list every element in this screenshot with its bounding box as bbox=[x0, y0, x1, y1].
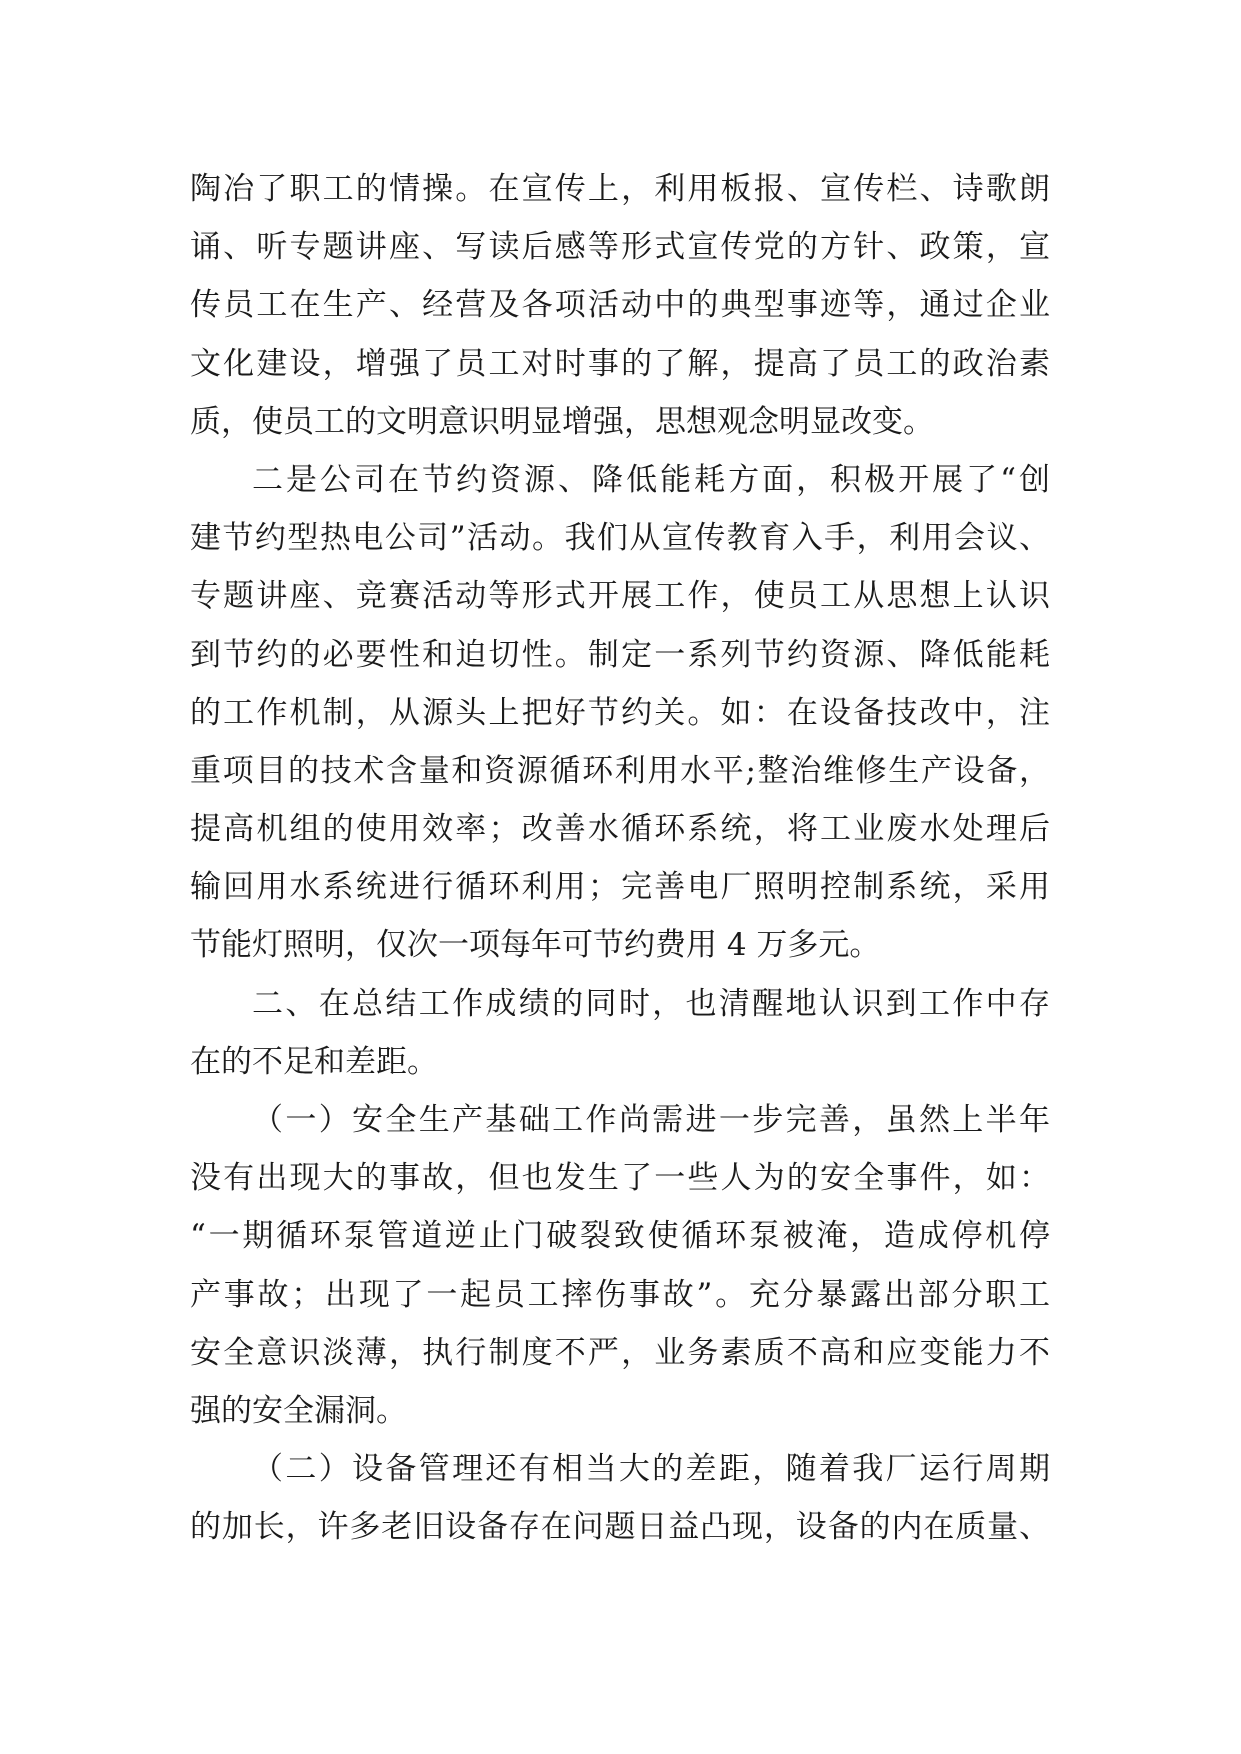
text-line: 节能灯照明，仅次一项每年可节约费用 4 万多元。 bbox=[190, 927, 881, 964]
paragraph-first-line: 二是公司在节约资源、降低能耗方面，积极开展了“创 bbox=[252, 461, 1050, 498]
text-line: 提高机组的使用效率；改善水循环系统，将工业废水处理后 bbox=[190, 811, 1050, 848]
text-line: 传员工在生产、经营及各项活动中的典型事迹等，通过企业 bbox=[190, 287, 1050, 324]
text-line: 到节约的必要性和迫切性。制定一系列节约资源、降低能耗 bbox=[190, 636, 1050, 673]
text-line: 的加长，许多老旧设备存在问题日益凸现，设备的内在质量、 bbox=[190, 1509, 1050, 1546]
text-line: 产事故；出现了一起员工摔伤事故”。充分暴露出部分职工 bbox=[190, 1276, 1050, 1313]
text-line: 重项目的技术含量和资源循环利用水平;整治维修生产设备， bbox=[190, 752, 1050, 789]
text-line: “一期循环泵管道逆止门破裂致使循环泵被淹，造成停机停 bbox=[190, 1218, 1050, 1255]
text-line: 建节约型热电公司”活动。我们从宣传教育入手，利用会议、 bbox=[190, 520, 1050, 557]
text-line: 陶冶了职工的情操。在宣传上，利用板报、宣传栏、诗歌朗 bbox=[190, 171, 1050, 207]
text-line: 在的不足和差距。 bbox=[190, 1043, 438, 1080]
text-line: 文化建设，增强了员工对时事的了解，提高了员工的政治素 bbox=[190, 345, 1050, 382]
text-line: 专题讲座、竞赛活动等形式开展工作，使员工从思想上认识 bbox=[190, 578, 1050, 615]
paragraph-first-line: （二）设备管理还有相当大的差距，随着我厂运行周期 bbox=[252, 1451, 1050, 1488]
text-line: 强的安全漏洞。 bbox=[190, 1392, 407, 1429]
text-line: 没有出现大的事故，但也发生了一些人为的安全事件，如： bbox=[190, 1160, 1050, 1197]
text-line: 安全意识淡薄，执行制度不严，业务素质不高和应变能力不 bbox=[190, 1334, 1050, 1371]
text-line: 质，使员工的文明意识明显增强，思想观念明显改变。 bbox=[190, 403, 934, 440]
paragraph-first-line: （一）安全生产基础工作尚需进一步完善，虽然上半年 bbox=[252, 1102, 1050, 1138]
body-text bbox=[190, 160, 1050, 1557]
text-line: 输回用水系统进行循环利用；完善电厂照明控制系统，采用 bbox=[190, 869, 1050, 906]
text-line: 诵、听专题讲座、写读后感等形式宣传党的方针、政策，宣 bbox=[190, 229, 1050, 266]
section-heading: 二、在总结工作成绩的同时，也清醒地认识到工作中存 bbox=[252, 985, 1050, 1022]
text-line: 的工作机制，从源头上把好节约关。如：在设备技改中，注 bbox=[190, 694, 1050, 731]
